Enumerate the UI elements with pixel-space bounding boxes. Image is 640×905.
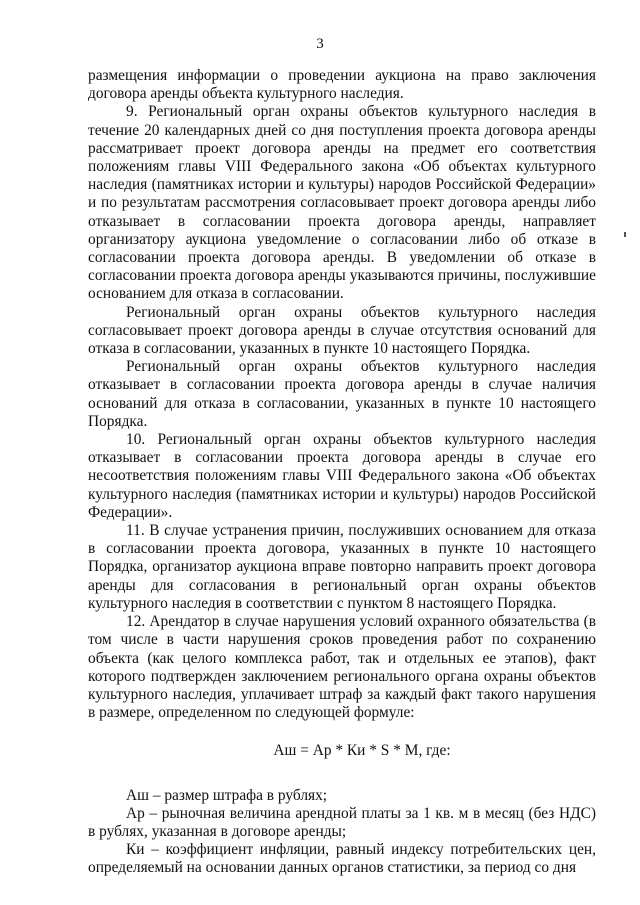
penalty-formula: Аш = Ар * Ки * S * М, где: (273, 742, 451, 760)
definition-ki: Ки – коэффициент инфляции, равный индексу потребительских цен, определяемый на основании данных органов статистики, за период со дня (88, 841, 596, 877)
document-body (88, 67, 596, 878)
paragraph-approval-condition: Региональный орган охраны объектов культурного наследия согласовывает проект договора аренды в случае отсутствия оснований для отказа в согласовании, указанных в пункте 10 настоящего Порядка. (88, 303, 596, 358)
paragraph-item-12: 12. Арендатор в случае нарушения условий охранного обязательства (в том числе в части нарушения сроков проведения работ по сохранению объекта (как целого комплекса работ, так и отдельных ее этапов), факт которого подтвержден заключением регионального органа охраны объектов культурного наследия, уплачивает штраф за каждый факт такого нарушения в размере, определенном по следующей формуле: (88, 613, 596, 722)
paragraph-item-11: 11. В случае устранения причин, послуживших основанием для отказа в согласовании проекта договора, указанных в пункте 10 настоящего Порядка, организатор аукциона вправе повторно направить проект договора аренды для согласования в региональный орган охраны объектов культурного наследия в соответствии с пунктом 8 настоящего Порядка. (88, 522, 596, 612)
scan-mark (624, 232, 626, 237)
paragraph-item-9: 9. Региональный орган охраны объектов культурного наследия в течение 20 календарных дней со дня поступления проекта договора аренды рассматривает проект договора аренды на предмет его соответствия положениям главы VIII Федерального закона «Об объектах культурного наследия (памятниках истории и культуры) народов Российской Федерации» и по результатам рассмотрения согласовывает проект договора аренды либо отказывает в согласовании проекта договора аренды, направляет организатору аукциона уведомление о согласовании либо об отказе в согласовании проекта договора аренды. В уведомлении об отказе в согласовании проекта договора аренды указываются причины, послужившие основанием для отказа в согласовании. (88, 103, 596, 303)
page-number: 3 (316, 36, 324, 52)
paragraph-item-10: 10. Региональный орган охраны объектов культурного наследия отказывает в согласовании проекта договора аренды в случае его несоответствия положениям главы VIII Федерального закона «Об объектах культурного наследия (памятниках истории и культуры) народов Российской Федерации». (88, 431, 596, 521)
paragraph-refusal-condition: Региональный орган охраны объектов культурного наследия отказывает в согласовании проекта договора аренды в случае наличия оснований для отказа в согласовании, указанных в пункте 10 настоящего Порядка. (88, 358, 596, 430)
definition-ash: Аш – размер штрафа в рублях; (126, 786, 328, 804)
paragraph-continuation: размещения информации о проведении аукциона на право заключения договора аренды объекта культурного наследия. (88, 67, 596, 103)
definition-ar: Ар – рыночная величина арендной платы за 1 кв. м в месяц (без НДС) в рублях, указанная в договоре аренды; (88, 804, 596, 840)
